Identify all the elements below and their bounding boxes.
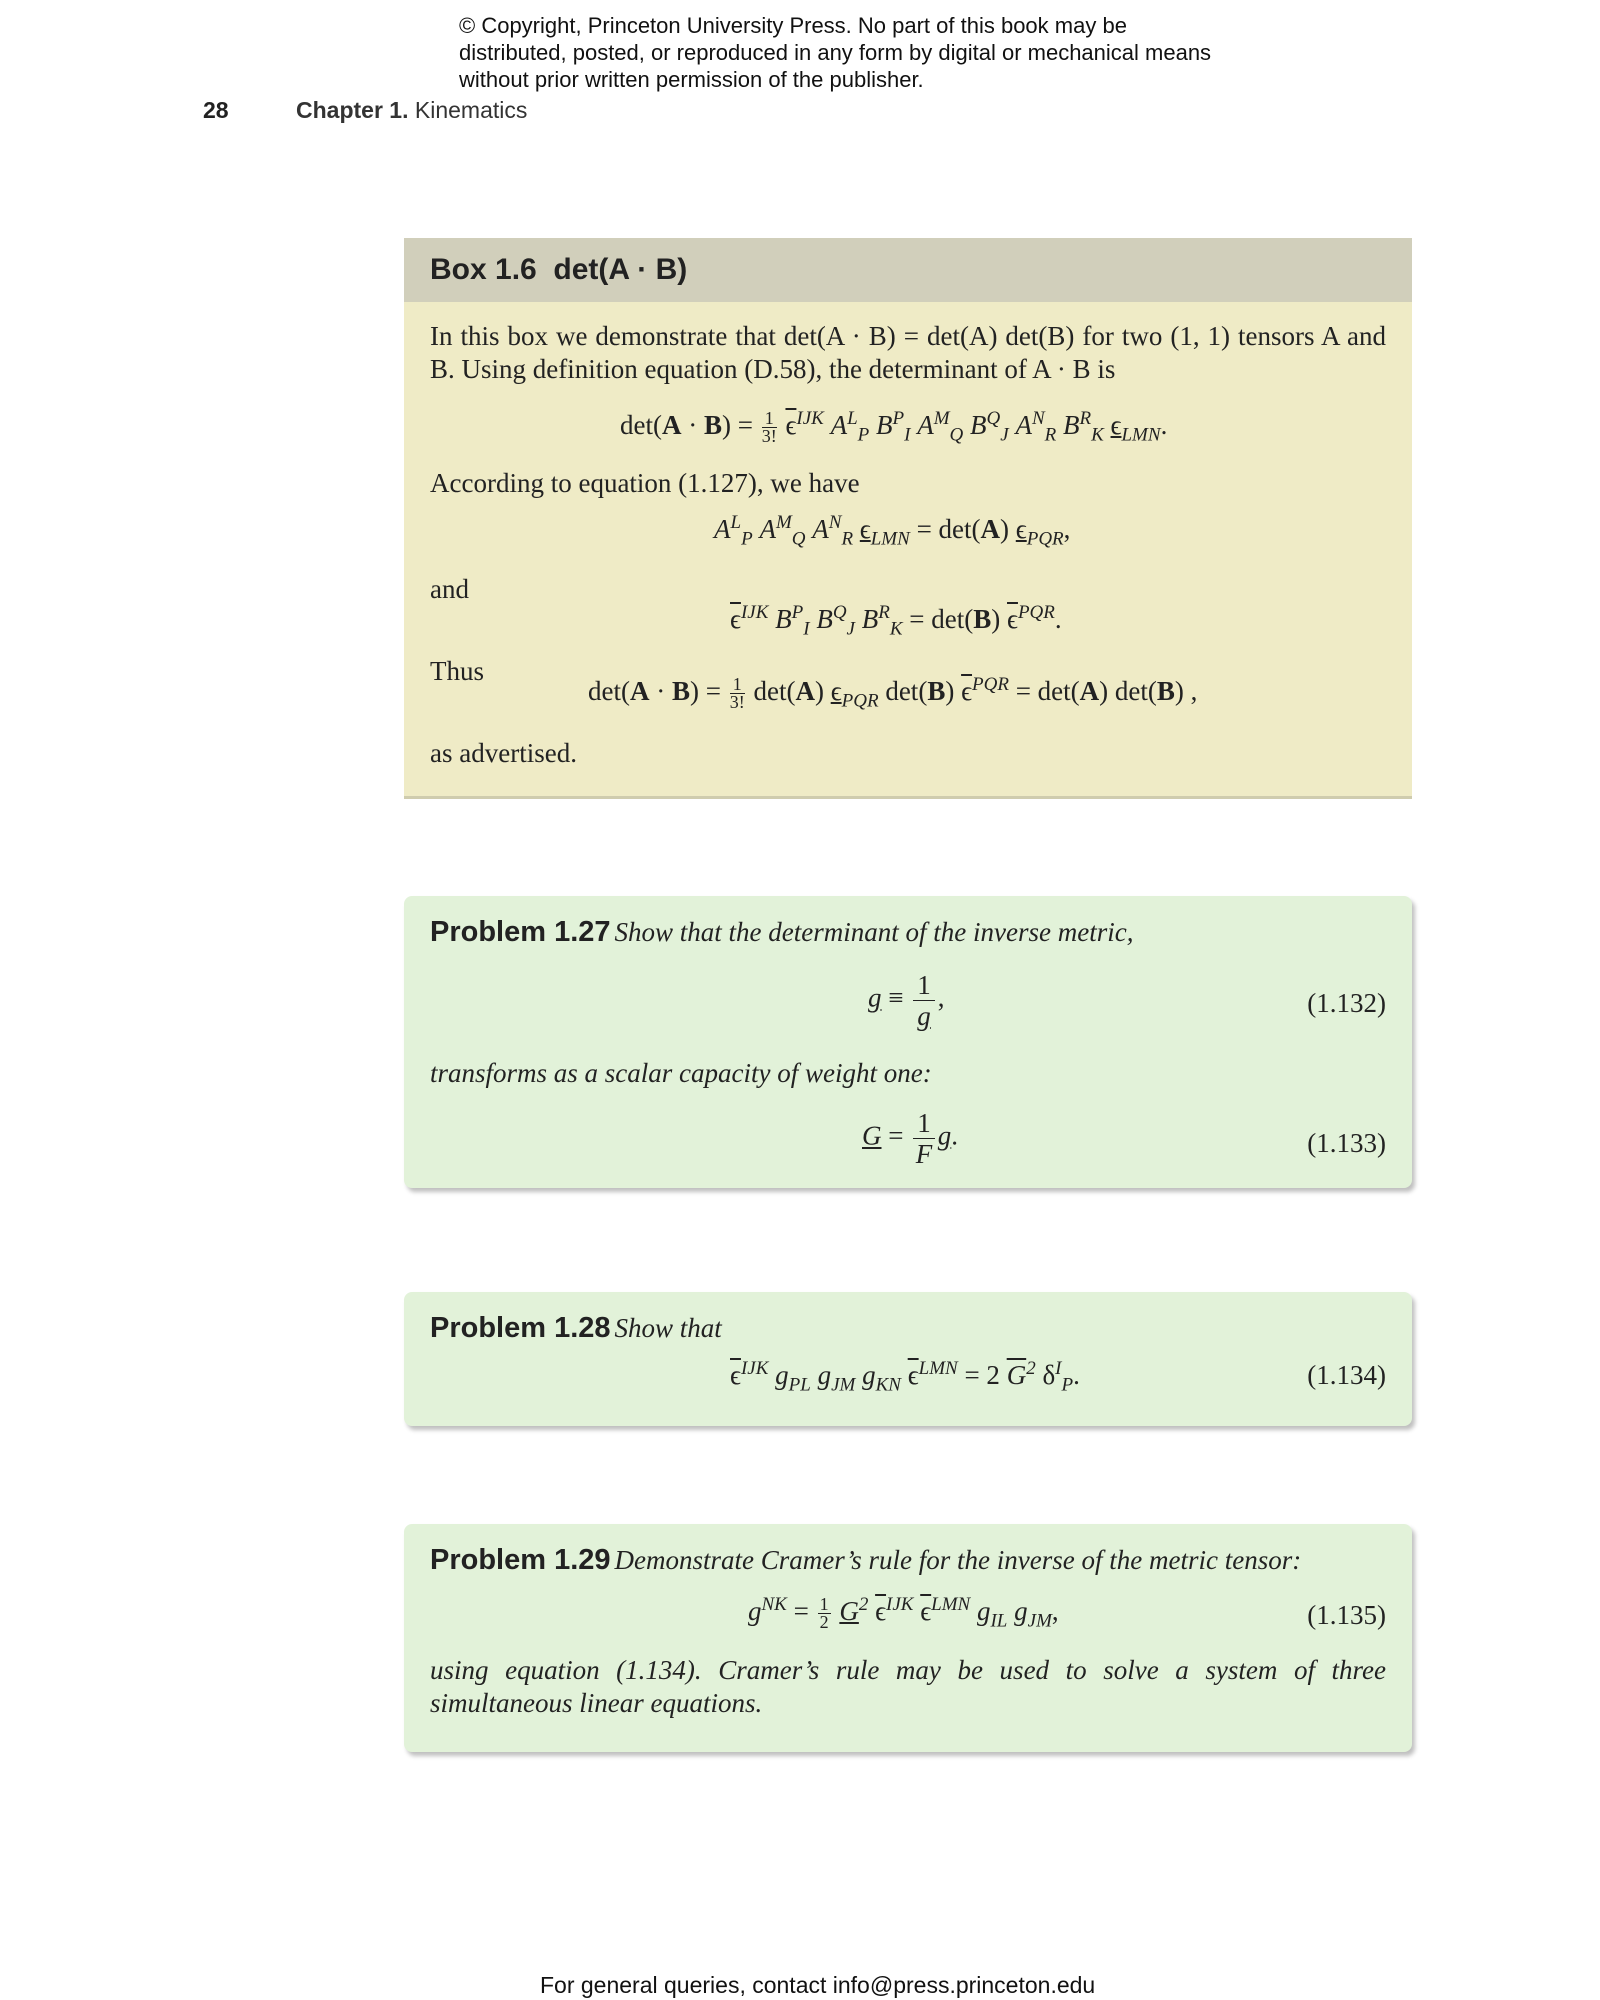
problem-1-29 <box>404 1524 1412 1752</box>
problem-label: Problem 1.27 <box>430 916 611 948</box>
chapter-label: Chapter 1. <box>296 97 409 123</box>
equation-number: (1.133) <box>1307 1128 1386 1158</box>
equation-1-133: G = $\frac{1}{F}$ g. <box>862 1108 958 1169</box>
box-advertised: as advertised. <box>430 738 577 768</box>
box-title: det(A · B) <box>553 253 688 286</box>
problem-1-29-statement <box>430 1544 1301 1577</box>
box-equation-result: det(A · B) = $\frac{1}{3!}$ det(A) $\epsilon_{PQR}$ det(B) $\overline{\epsilon}^{PQR} = \det(A)$ det(B) , <box>588 674 1198 713</box>
box-equation-det-ab: det(A · B) = $\frac{1}{3!}$ $\overline{\epsilon}^{IJK}$ $A^L_P$ $B^P_I$ $A^M_Q$ $B^Q_J$ $A^N_R$ $B^R_K$ $\epsilon_{LMN}$. <box>620 408 1168 447</box>
problem-1-28 <box>404 1292 1412 1426</box>
footer-contact: For general queries, contact info@press.princeton.edu <box>540 1972 1096 1998</box>
running-head <box>296 97 527 124</box>
problem-1-27-text2: transforms as a scalar capacity of weight one: <box>430 1058 932 1088</box>
box-thus: Thus <box>430 656 484 686</box>
problem-label: Problem 1.29 <box>430 1544 611 1576</box>
page-number: 28 <box>203 97 229 123</box>
problem-1-29-text2: using equation (1.134). Cramer’s rule may be used to solve a system of three simultaneous linear equations. <box>430 1655 1386 1718</box>
box-header <box>404 238 1412 302</box>
box-intro: In this box we demonstrate that det(A · B) = det(A) det(B) for two (1, 1) tensors A and B. Using definition equation (D.58), the determinant of A · B is <box>430 321 1386 384</box>
box-and: and <box>430 574 469 604</box>
problem-1-27-statement <box>430 916 1133 949</box>
problem-text: Demonstrate Cramer’s rule for the inverse of the metric tensor: <box>614 1545 1302 1575</box>
box-label: Box 1.6 <box>430 253 537 286</box>
problem-text: Show that the determinant of the inverse metric, <box>614 917 1134 947</box>
copyright-notice: © Copyright, Princeton University Press. No part of this book may be distributed, posted, or reproduced in any form by digital or mechanical means without prior written permission of the publisher. <box>459 13 1212 92</box>
box-equation-a: $A^L_P$ $A^M_Q$ $A^N_R$ $\epsilon_{LMN} = \det(A)$ $\epsilon_{PQR}$, <box>714 512 1071 550</box>
box-equation-b: $\overline{\epsilon}^{IJK}$ $B^P_I$ $B^Q_J$ $B^R_K = \det(B)$ $\overline{\epsilon}^{PQR}$. <box>730 602 1062 640</box>
problem-1-27 <box>404 896 1412 1188</box>
equation-number: (1.134) <box>1307 1360 1386 1390</box>
equation-number: (1.132) <box>1307 988 1386 1018</box>
box-according: According to equation (1.127), we have <box>430 468 860 498</box>
equation-1-132: g ≡ $\frac{1}{g}$ , <box>868 970 945 1031</box>
equation-1-134: $\overline{\epsilon}^{IJK}$ $g_{PL}$ $g_{JM}$ $g_{KN}$ $\overline{\epsilon}^{LMN} = 2$ $\overline{G}^2$ $\delta^I_P$. <box>730 1358 1080 1396</box>
problem-1-28-statement <box>430 1312 722 1345</box>
box-1-6 <box>404 238 1412 799</box>
equation-1-135: $g^{NK}$ = $\frac{1}{2}$ $G^2$ $\overline{\epsilon}^{IJK}$ $\overline{\epsilon}^{LMN}$ $g_{IL}$ $g_{JM}$, <box>748 1594 1059 1633</box>
problem-text: Show that <box>614 1313 722 1343</box>
problem-label: Problem 1.28 <box>430 1312 611 1344</box>
chapter-title: Kinematics <box>414 97 528 123</box>
equation-number: (1.135) <box>1307 1600 1386 1630</box>
